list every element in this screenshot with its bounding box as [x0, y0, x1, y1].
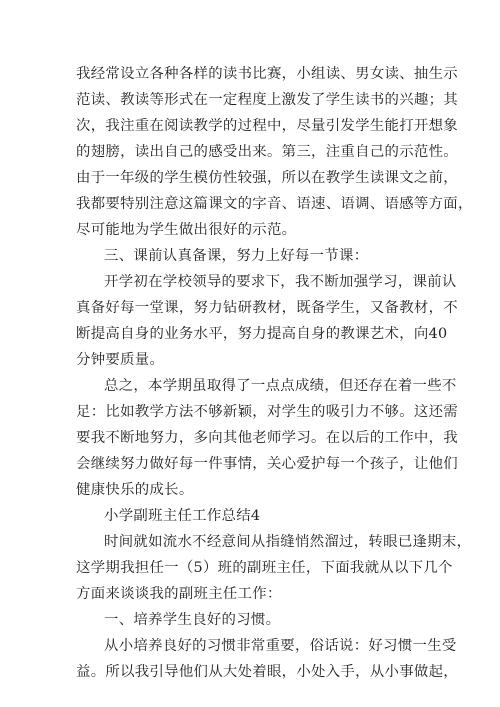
text-line-20: 这学期我担任一（5）班的副班主任，下面我就从以下几个 — [76, 560, 453, 576]
text-line-11: 断提高自身的业务水平，努力提高自身的教课艺术，向40 — [76, 326, 448, 342]
text-line-17: 健康快乐的成长。 — [76, 482, 194, 498]
text-line-24: 益。所以我引导他们从大处着眼，小处入手，从小事做起， — [76, 664, 458, 680]
text-line-13: 总之，本学期虽取得了一点点成绩，但还存在着一些不 — [104, 378, 457, 394]
text-line-4: 的翅膀，读出自己的感受出来。第三，注重自己的示范性。 — [76, 144, 458, 160]
text-line-15: 要我不断地努力，多向其他老师学习。在以后的工作中，我 — [76, 430, 458, 446]
text-line-21: 方面来谈谈我的副班主任工作： — [76, 586, 282, 602]
text-line-16: 会继续努力做好每一件事情，关心爱护每一个孩子，让他们 — [76, 456, 458, 472]
summary-title: 小学副班主任工作总结4 — [104, 508, 261, 524]
text-line-3: 次，我注重在阅读教学的过程中，尽量引发学生能打开想象 — [76, 118, 458, 134]
text-line-10: 真备好每一堂课，努力钻研教材，既备学生，又备教材，不 — [76, 300, 458, 316]
text-line-19: 时间就如流水不经意间从指缝悄然溜过，转眼已逢期末， — [104, 534, 472, 550]
text-line-6: 我都要特别注意这篇课文的字音、语速、语调、语感等方面， — [76, 196, 473, 212]
text-line-23: 从小培养良好的习惯非常重要，俗话说：好习惯一生受 — [104, 638, 457, 654]
text-line-7: 尽可能地为学生做出很好的示范。 — [76, 222, 297, 238]
text-line-2: 范读、教读等形式在一定程度上激发了学生读书的兴趣；其 — [76, 92, 458, 108]
section-heading-1: 一、培养学生良好的习惯。 — [104, 612, 281, 628]
text-line-9: 开学初在学校领导的要求下，我不断加强学习，课前认 — [104, 274, 457, 290]
section-heading-3: 三、课前认真备课，努力上好每一节课： — [104, 248, 369, 264]
text-line-1: 我经常设立各种各样的读书比赛，小组读、男女读、抽生示 — [76, 66, 458, 82]
text-line-14: 足：比如教学方法不够新颖，对学生的吸引力不够。这还需 — [76, 404, 458, 420]
text-line-12: 分钟要质量。 — [76, 352, 165, 368]
text-line-5: 由于一年级的学生模仿性较强，所以在教学生读课文之前， — [76, 170, 458, 186]
